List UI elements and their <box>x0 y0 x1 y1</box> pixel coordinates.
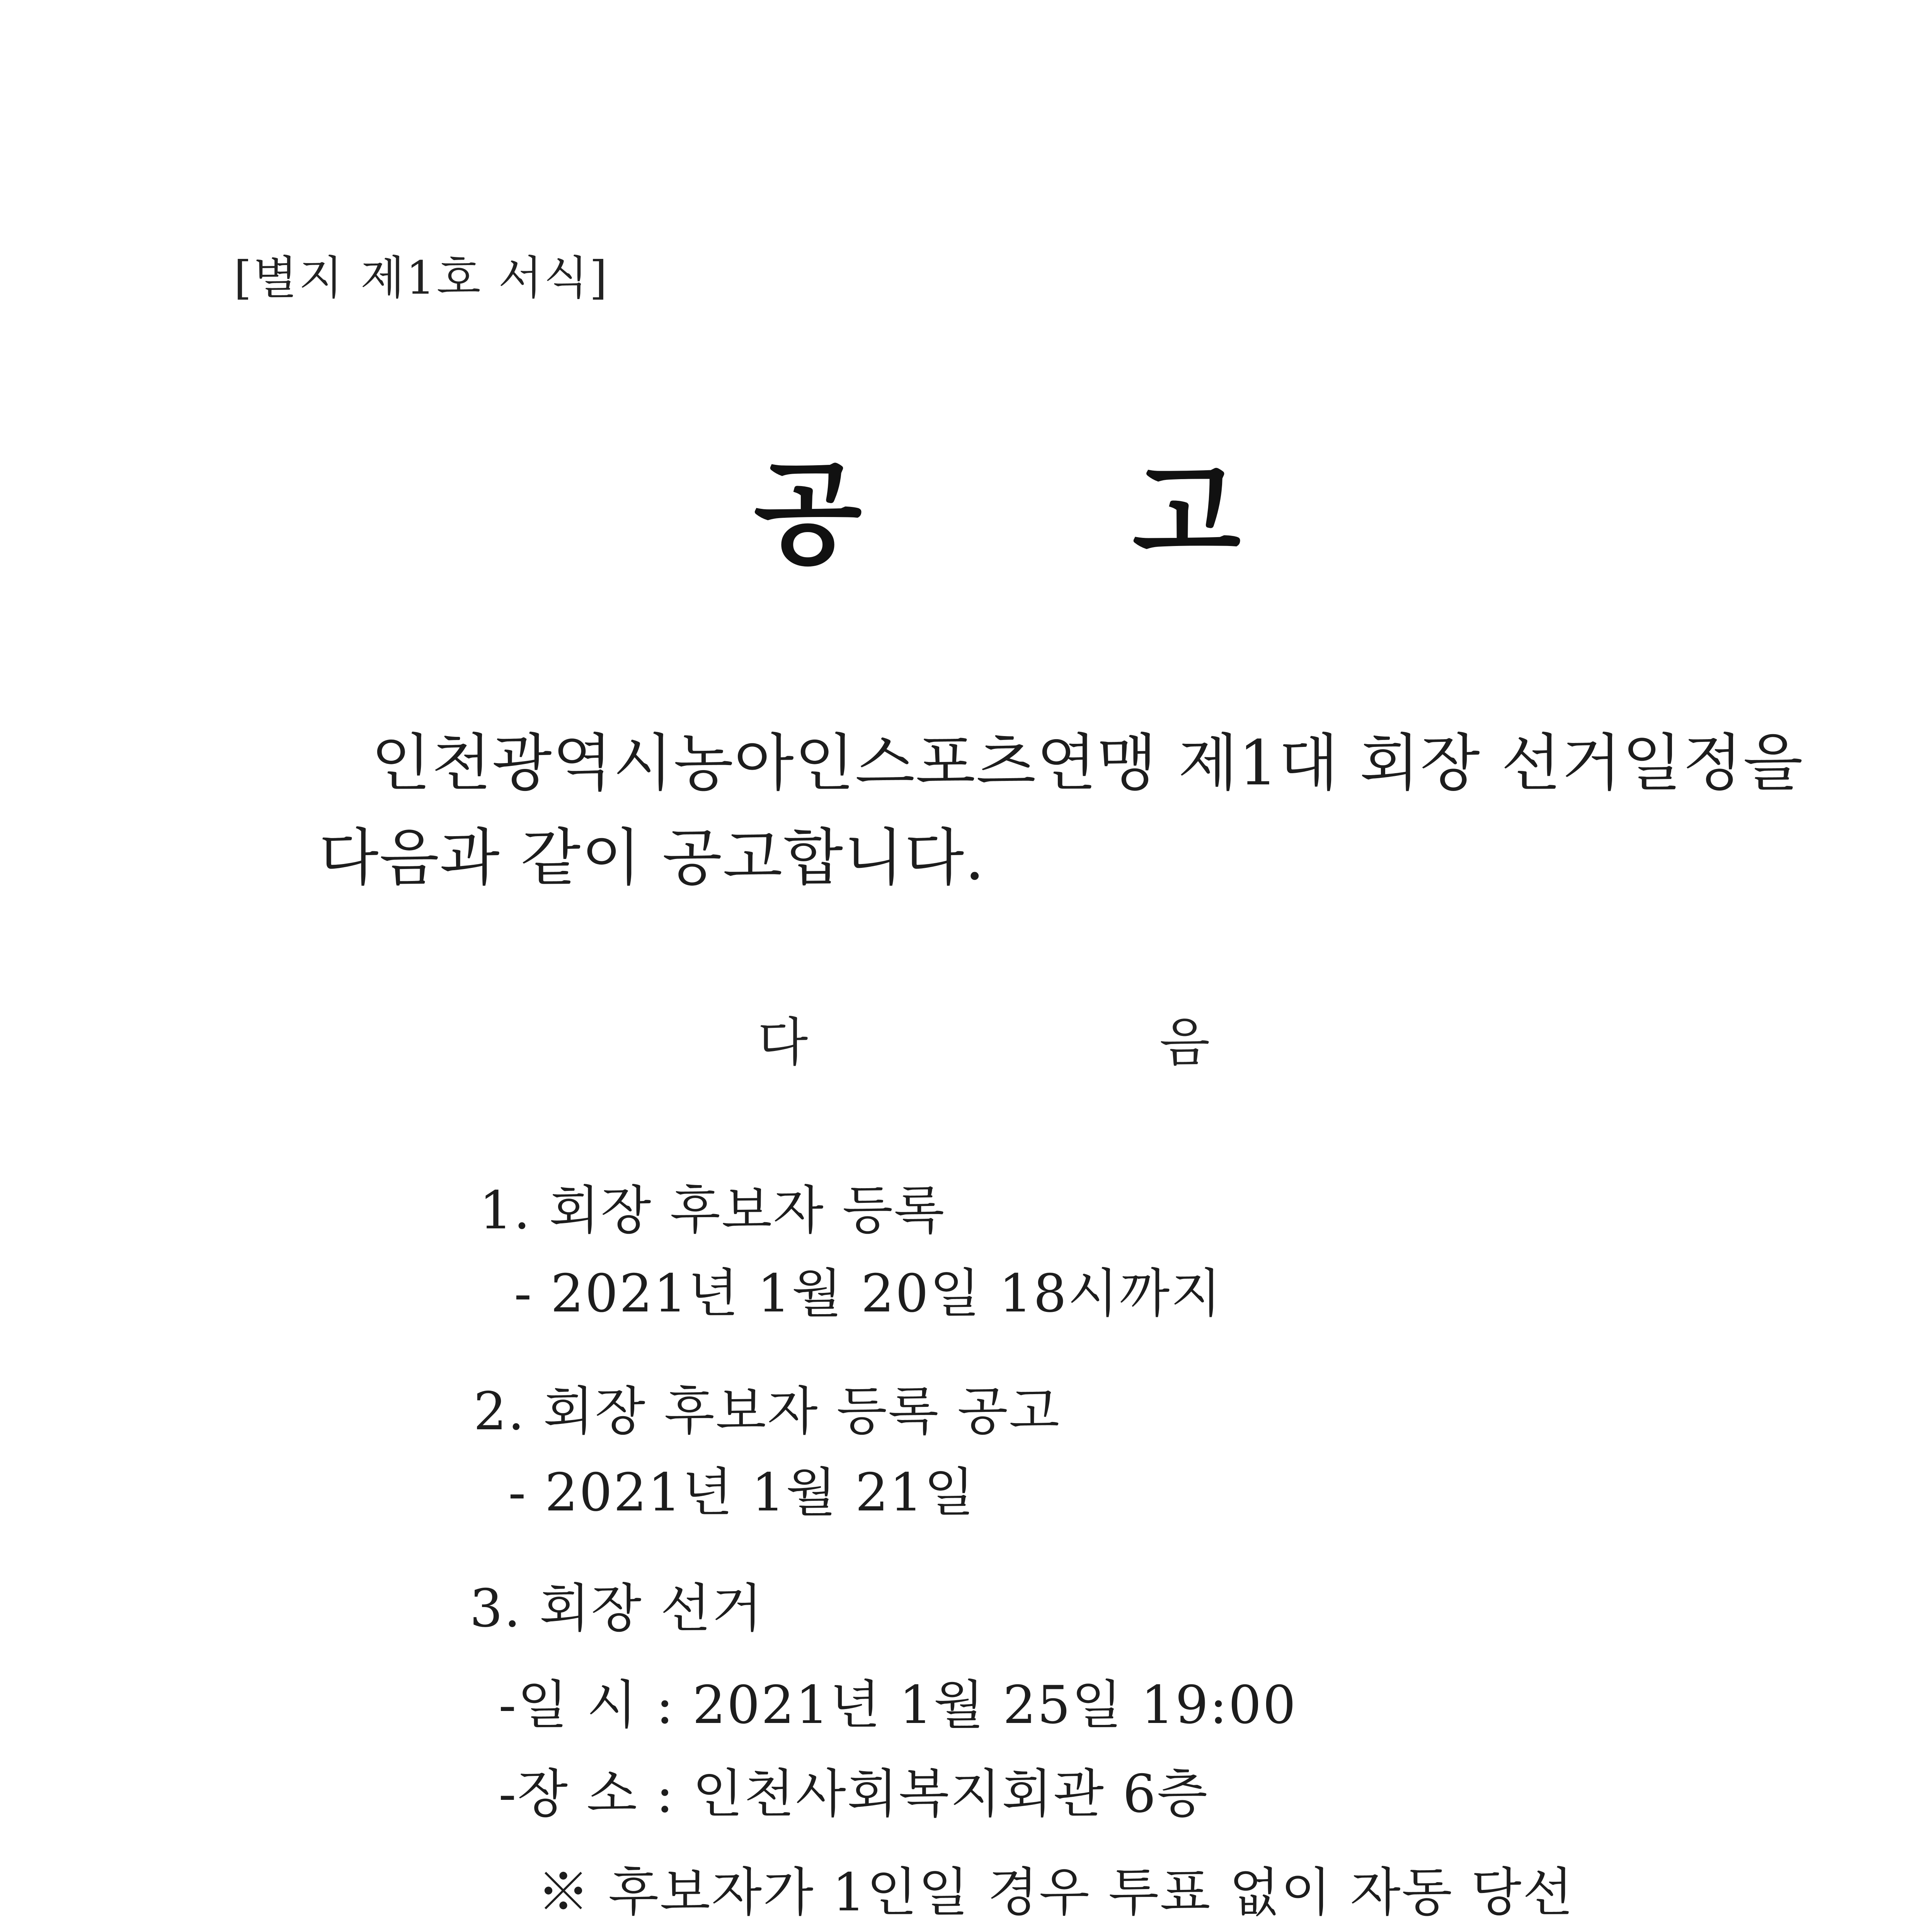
intro-line-2: 다음과 같이 공고합니다. <box>319 821 986 894</box>
intro-line-1: 인천광역시농아인스포츠연맹 제1대 회장 선거일정을 <box>371 727 1804 799</box>
item-1-detail: - 2021년 1월 20일 18시까지 <box>514 1263 1222 1324</box>
item-3-venue: -장 소 : 인천사회복지회관 6층 <box>499 1764 1209 1824</box>
section-heading-second-char: 음 <box>1159 1012 1210 1073</box>
item-2-heading: 2. 회장 후보자 등록 공고 <box>473 1381 1061 1442</box>
section-heading-first-char: 다 <box>758 1012 808 1073</box>
item-1-heading: 1. 회장 후보자 등록 <box>479 1180 946 1241</box>
item-2-detail: - 2021년 1월 21일 <box>508 1462 976 1523</box>
item-3-heading: 3. 회장 선거 <box>470 1578 764 1639</box>
item-3-note: ※ 후보자가 1인일 경우 투표 없이 자동 당선 <box>537 1862 1574 1923</box>
item-3-datetime: -일 시 : 2021년 1월 25일 19:00 <box>499 1675 1297 1735</box>
page-title-second-char: 고 <box>1132 448 1241 580</box>
form-label: [별지 제1호 서식] <box>234 251 609 304</box>
page-title-first-char: 공 <box>754 448 862 580</box>
